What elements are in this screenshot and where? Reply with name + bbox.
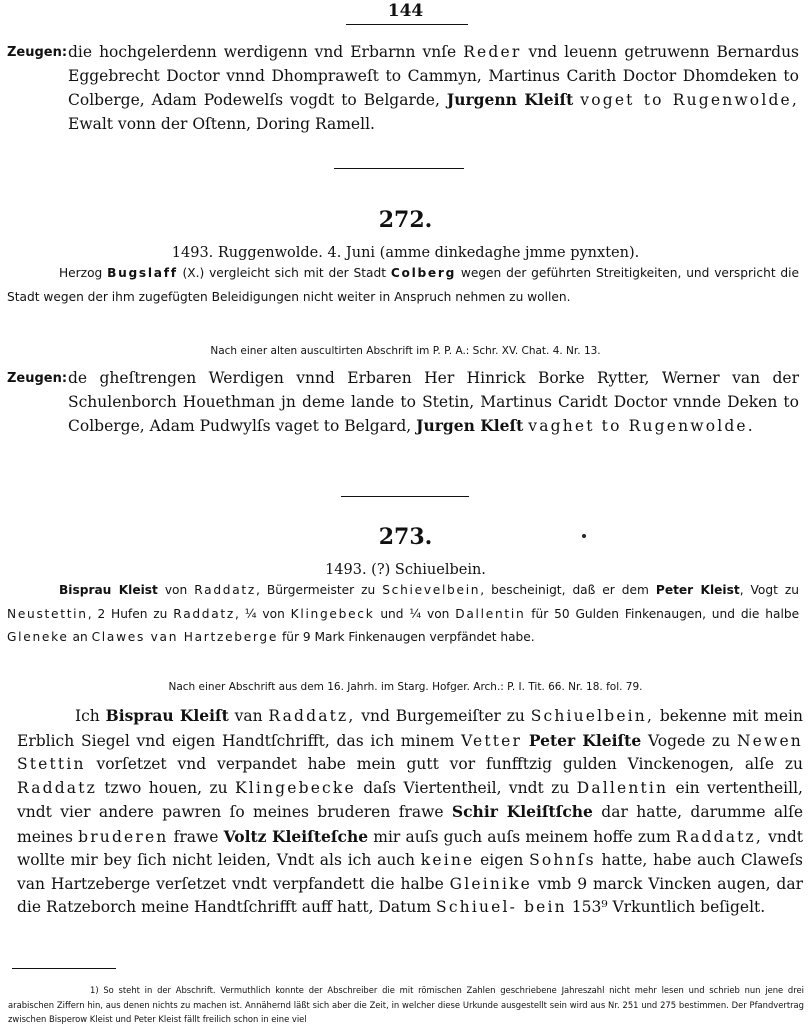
document-number-273: 273.: [378, 524, 433, 550]
highlighted-name: Peter Kleiſte: [528, 730, 642, 750]
summary-273: Bisprau Kleist von Raddatz, Bürgermeister zu Schievelbein, bescheinigt, daß er dem Peter Kleist, Vogt zu Neustettin, 2 Hufen zu Raddatz, ¼ von Klingebeck und ¼ von Dallentin für 50 Gulden Finkenaugen, und die halbe Gleneke an Clawes van Hartzeberge für 9 Mark Finkenaugen verpfändet habe.: [7, 583, 800, 644]
document-number-272: 272.: [378, 207, 433, 233]
witness-text: de gheſtrengen Werdigen vnnd Erbaren Her Hinrick Borke Rytter, Werner van der Schulenborch Houethman jn deme lande to Stetin, Martinus Caridt Doctor vnnde Deken to Colberge, Adam Pudwylſs vaget to Belgard, Jurgen Kleſt vaghet to Rugenwolde.: [68, 369, 799, 435]
highlighted-name: Schir Kleiſtſche: [451, 802, 593, 821]
source-note-273: Nach einer Abschrift aus dem 16. Jahrh. im Starg. Hofger. Arch.: P. I. Tit. 66. Nr. 18. fol. 79.: [168, 681, 643, 693]
spaced-word: Reder: [463, 43, 522, 61]
dateline-272: 1493. Ruggenwolde. 4. Juni (amme dinkedaghe jmme pynxten).: [171, 245, 640, 261]
witness-label: Zeugen:: [7, 45, 68, 60]
highlighted-name: Bisprau Kleist: [59, 583, 158, 597]
highlighted-name: Jurgen Kleſt: [416, 416, 524, 435]
footnote: 1) So steht in der Abschrift. Vermuthlich konnte der Abschreiber die mit römischen Zahlen geschriebene Jahreszahl nicht mehr lesen und schrieb nun jene drei arabischen Ziffern hin, aus denen nichts zu machen ist. Annähernd läßt sich aber die Zeit, in welcher diese Urkunde ausgestellt sein wird aus Nr. 251 und 275 bestimmen. Der Pfandvertrag zwischen Bisperow Kleist und Peter Kleist fällt freilich schon in eine viel: [8, 985, 804, 1024]
header-rule: [346, 24, 468, 25]
footnote-rule: [12, 968, 116, 969]
highlighted-name: Jurgenn Kleiſt: [446, 90, 574, 109]
section-divider: [341, 496, 469, 497]
highlighted-name: Voltz Kleiſteſche: [223, 826, 369, 846]
witness-block-continued: [7, 41, 799, 136]
highlighted-name: Peter Kleist: [655, 583, 740, 597]
charter-text-273: Ich Bisprau Kleiſt van Raddatz, vnd Burgemeiſter zu Schiuelbein, bekenne mit mein Erblich Siegel vnd eigen Handtſchrifft, das ich minem Vetter Peter Kleiſte Vogede zu Newen Stettin vorſetzet vnd verpandet habe mein gutt vor funfftzig gulden Vinckenogen, alſe zu Raddatz tzwo houen, zu Klingebecke daſs Viertentheil, vndt zu Dallentin ein vertentheill, vndt vier andere pawren ſo meines bruderen frawe Schir Kleiſtſche dar hatte, darumme alſe meines bruderen frawe Voltz Kleiſteſche mir auſs guch auſs meinem hoffe zum Raddatz, vndt wollte mir bey ſich nicht leiden, Vndt als ich auch keine eigen Sohnſs hatte, habe auch Claweſs van Hartzeberge verſetzet vndt verpfandett die halbe Gleinike vmb 9 marck Vincken augen, dar die Ratzeborch meine Handtſchrifft auff hatt, Datum Schiuel- bein 153⁹ Vrkuntlich beſigelt.: [17, 706, 804, 916]
ink-speck: [582, 534, 586, 538]
witness-block-272: [7, 367, 799, 439]
footnote-marked-year: 153⁹: [571, 898, 608, 916]
witness-text: die hochgelerdenn werdigenn vnd Erbarnn vnſe Reder vnd leuenn getruwenn Bernardus Eggebrecht Doctor vnnd Dhompraweſt to Cammyn, Martinus Carith Doctor Dhomdeken to Colberge, Adam Podewelſs vogdt to Belgarde, Jurgenn Kleiſt voget to Rugenwolde, Ewalt vonn der Oſtenn, Doring Ramell.: [68, 43, 800, 133]
witness-label: Zeugen:: [7, 371, 68, 386]
page-number: 144: [387, 1, 424, 21]
section-divider: [334, 168, 464, 169]
summary-272: Herzog Bugslaff (X.) vergleicht sich mit der Stadt Colberg wegen der geführten Streitigkeiten, und verspricht die Stadt wegen der ihm zugefügten Beleidigungen nicht weiter in Anspruch nehmen zu wollen.: [7, 266, 800, 304]
dateline-273: 1493. (?) Schiuelbein.: [325, 562, 486, 578]
source-note-272: Nach einer alten auscultirten Abschrift im P. P. A.: Schr. XV. Chat. 4. Nr. 13.: [210, 345, 601, 357]
highlighted-name: Bisprau Kleiſt: [105, 706, 229, 725]
